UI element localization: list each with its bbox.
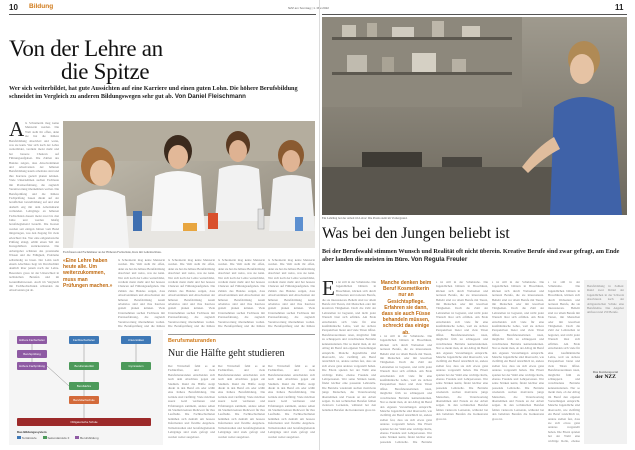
- header-rule-left: [9, 14, 316, 15]
- legend-title: Das Bildungssystem: [17, 430, 47, 434]
- article-lead: [9, 85, 314, 101]
- article2-body-col-3: [268, 364, 315, 444]
- page-number-left: 10: [9, 3, 18, 12]
- article2-body-col-2: [218, 364, 265, 444]
- article3-drop-cap: E: [322, 280, 335, 300]
- legend-item-tertiary-label: Tertiärstufe: [21, 436, 37, 440]
- headline-line-2: die Spitze: [61, 59, 150, 84]
- box-apprenticeship: Berufslehre: [69, 382, 99, 390]
- diagram-connectors: [9, 330, 163, 445]
- box-higher-prof-exam: Höhere Fachprüfung: [17, 362, 47, 370]
- drop-cap: A: [9, 121, 25, 141]
- article2-body-text-3: Der Wirtschaft fehlt es an Fachkräften, und viele Berufsmaturanden entscheiden sich nach dem Abschluss gegen ein Studium. Rund die Hälfte steigt direkt in den Beruf ein oder wählt eine höhere Berufsbildung. Die Gründe sind vielfältig: Viele möchten zuerst Geld verdienen und Erfahrungen sammeln, andere sehen im Studium keinen Mehrwert für ihre Laufbahn. Die Fachhochschulen bemühen sich deshalb um bessere Information und flexible Angebote. Teilzeitstudien und berufsbegleitende Lehrgänge sind stark gefragt und werden weiter ausgebaut.: [268, 364, 315, 439]
- article-headline: [9, 37, 309, 83]
- body-text-2: ls Schreinerin mag keine Meisterin werden. Die Welt steht ihr offen, denn sie hat die höhere Berufsbildung absolviert und weiss, was sie kann. Wer sich nach der Lehre weiterbildet, verdient meist mehr und hat bessere Chancen auf Führungsaufgaben. Die Zahlen des Bundes zeigen, dass Absolventinnen und Absolventen der höheren Berufsbildung kaum arbeitslos sind und ihre Karriere gezielt planen können. Viele Unternehmen suchen Fachleute mit Praxiserfahrung, die zugleich Verantwortung übernehmen wollen. Die Berufsprüfung und die höhere: [118, 258, 165, 328]
- article2-body-text-2: Der Wirtschaft fehlt es an Fachkräften, und viele Berufsmaturanden entscheiden sich nach dem Abschluss gegen ein Studium. Rund die Hälfte steigt direkt in den Beruf ein oder wählt eine höhere Berufsbildung. Die Gründe sind vielfältig: Viele möchten zuerst Geld verdienen und Erfahrungen sammeln, andere sehen im Studium keinen Mehrwert für ihre Laufbahn. Die Fachhochschulen bemühen sich deshalb um bessere Information und flexible Angebote. Teilzeitstudien und berufsbegleitende Lehrgänge sind stark gefragt und werden weiter ausgebaut.: [218, 364, 265, 439]
- article2-body-text: Der Wirtschaft fehlt es an Fachkräften, und viele Berufsmaturanden entscheiden sich nach dem Abschluss gegen ein Studium. Rund die Hälfte steigt direkt in den Beruf ein oder wählt eine höhere Berufsbildung. Die Gründe sind vielfältig: Viele möchten zuerst Geld verdienen und Erfahrungen sammeln, andere sehen im Studium keinen Mehrwert für ihre Laufbahn. Die Fachhochschulen bemühen sich deshalb um bessere Information und flexible Angebote. Teilzeitstudien und berufsbegleitende Lehrgänge sind stark gefragt und werden weiter ausgebaut.: [168, 364, 215, 439]
- legend-item-secondary-label: Sekundarstufe II: [47, 436, 70, 440]
- article3-author: Von Regula Freuler: [410, 256, 468, 263]
- article3-body-text-5: s ist still in der Schulstube. Die Jugendlichen blättern in Broschüren, klicken sich durch Webseiten und notieren Berufe, die sie interessieren. Beliebt sind vor allem Berufe mit Tieren, mit Menschen oder mit kreativen Tätigkeiten. Doch die Zahl der Lehrstellen ist begrenzt, und nicht jeder Wunsch lässt sich erfüllen. Am Ende entscheiden sich viele für eine kaufmännische Lehre, weil sie sichere Perspektiven bietet und viele Türen öffnet. Berufsberaterinnen raten, möglichst früh zu schnuppern und verschiedene Betriebe kennenzulernen. Nur so merkt man, ob der Alltag im Beruf den eigenen Vorstellungen entspricht. Manche Jugendliche sind überrascht, wie vielfältig ein Beruf tatsächlich ist, andere stellen fest, dass sie sich etwas ganz anderes vorgestellt haben. Die Eltern spielen bei der Wahl eine wichtige Rolle, ebenso: [548, 280, 580, 443]
- box-gymnasium: Gymnasium: [121, 362, 151, 370]
- article3-pull-quote: Manche denken beim Beruf Kosmetikerin nur an Gesichtspflege. Erfahren sie dann, dass sie auch Füsse behandeln müssen, schreckt das einige ab.: [380, 280, 432, 336]
- article2-section-label: Berufsmaturanden: [168, 338, 216, 344]
- article-body-col-5: [268, 258, 315, 328]
- photo-caption-2: Ein Lehrling bei der Arbeit im Labor: Die Praxis steht im Vordergrund.: [322, 216, 408, 220]
- legend-item-tertiary: [17, 436, 37, 440]
- photo-illustration-2: [322, 17, 627, 215]
- article3-body-col-5: [548, 280, 580, 444]
- box-compulsory-school: Obligatorische Schule: [17, 418, 151, 426]
- sidebar-brand-line-2: der NZZ: [595, 374, 616, 380]
- legend-item-vocational: [75, 436, 98, 440]
- article3-body-col-3: [436, 280, 488, 444]
- body-text-4: ls Schreinerin mag keine Meisterin werden. Die Welt steht ihr offen, denn sie hat die höhere Berufsbildung absolviert und weiss, was sie kann. Wer sich nach der Lehre weiterbildet, verdient meist mehr und hat bessere Chancen auf Führungsaufgaben. Die Zahlen des Bundes zeigen, dass Absolventinnen und Absolventen der höheren Berufsbildung kaum arbeitslos sind und ihre Karriere gezielt planen können. Viele Unternehmen suchen Fachleute mit Praxiserfahrung, die zugleich Verantwortung übernehmen wollen. Die Berufsprüfung und die höhere: [218, 258, 265, 328]
- page-gutter: [319, 0, 320, 450]
- diagram-legend-items: [17, 436, 157, 440]
- article3-pull-quote-box: [380, 280, 432, 336]
- article2-body-col-1: [168, 364, 215, 444]
- box-universities: Universitäten: [121, 336, 151, 344]
- box-vocational-baccalaureate: Berufsmaturität: [69, 362, 99, 370]
- lab-students-photo: [63, 121, 315, 248]
- box-higher-vocational: Höhere Fachschulen: [17, 336, 47, 344]
- article3-body-text: s ist still in der Schulstube. Die Jugendlichen blättern in Broschüren, klicken sich durch Webseiten und notieren Berufe, die sie interessieren. Beliebt sind vor allem Berufe mit Tieren, mit Menschen oder mit kreativen Tätigkeiten. Doch die Zahl der Lehrstellen ist begrenzt, und nicht jeder Wunsch lässt sich erfüllen. Am Ende entscheiden sich viele für eine kaufmännische Lehre, weil sie sichere Perspektiven bietet und viele Türen öffnet. Berufsberaterinnen raten, möglichst früh zu schnuppern und verschiedene Betriebe kennenzulernen. Nur so merkt man, ob der Alltag im Beruf den eigenen Vorstellungen entspricht. Manche Jugendliche sind überrascht, wie vielfältig ein Beruf tatsächlich ist, andere stellen fest, dass sie sich etwas ganz anderes vorgestellt haben. Die Eltern spielen bei der Wahl eine wichtige Rolle, ebenso Freunde und Lehrpersonen. Wer seine Stärken kennt, findet leichter eine passende Lehrstelle. Die Betriebe wiederum suchen motivierte junge Menschen, die Verantwortung übernehmen und Freude an der Arbeit zeigen. In den technischen Berufen fehlen vielerorts Lernende, während bei den beliebten Berufen die Konkurrenz gross ist.: [322, 280, 376, 412]
- box-universities-applied: Fachhochschulen: [69, 336, 99, 344]
- article3-body-text-4: s ist still in der Schulstube. Die Jugendlichen blättern in Broschüren, klicken sich durch Webseiten und notieren Berufe, die sie interessieren. Beliebt sind vor allem Berufe mit Tieren, mit Menschen oder mit kreativen Tätigkeiten. Doch die Zahl der Lehrstellen ist begrenzt, und nicht jeder Wunsch lässt sich erfüllen. Am Ende entscheiden sich viele für eine kaufmännische Lehre, weil sie sichere Perspektiven bietet und viele Türen öffnet. Berufsberaterinnen raten, möglichst früh zu schnuppern und verschiedene Betriebe kennenzulernen. Nur so merkt man, ob der Alltag im Beruf den eigenen Vorstellungen entspricht. Manche Jugendliche sind überrascht, wie vielfältig ein Beruf tatsächlich ist, andere stellen fest, dass sie sich etwas ganz anderes vorgestellt haben. Die Eltern spielen bei der Wahl eine wichtige Rolle, ebenso Freunde und Lehrpersonen. Wer seine Stärken kennt, findet leichter eine passende Lehrstelle. Die Betriebe wiederum suchen motivierte junge Menschen, die Verantwortung übernehmen und Freude an der Arbeit zeigen. In den technischen Berufen fehlen vielerorts Lernende, während bei den beliebten Berufen die Konkurrenz gross ist.: [492, 280, 544, 421]
- article-body-col-4: [218, 258, 265, 328]
- issue-date: NZZ am Sonntag | 1. Mai 2022: [288, 6, 329, 10]
- photo-caption: Fachfrauen und Fachmänner an der Höheren Fachschule, Kurs mit Lehrabschluss.: [63, 250, 162, 254]
- article3-lead: [322, 248, 627, 264]
- legend-item-secondary: [43, 436, 70, 440]
- article3-body-text-3: s ist still in der Schulstube. Die Jugendlichen blättern in Broschüren, klicken sich durch Webseiten und notieren Berufe, die sie interessieren. Beliebt sind vor allem Berufe mit Tieren, mit Menschen oder mit kreativen Tätigkeiten. Doch die Zahl der Lehrstellen ist begrenzt, und nicht jeder Wunsch lässt sich erfüllen. Am Ende entscheiden sich viele für eine kaufmännische Lehre, weil sie sichere Perspektiven bietet und viele Türen öffnet. Berufsberaterinnen raten, möglichst früh zu schnuppern und verschiedene Betriebe kennenzulernen. Nur so merkt man, ob der Alltag im Beruf den eigenen Vorstellungen entspricht. Manche Jugendliche sind überrascht, wie vielfältig ein Beruf tatsächlich ist, andere stellen fest, dass sie sich etwas ganz anderes vorgestellt haben. Die Eltern spielen bei der Wahl eine wichtige Rolle, ebenso Freunde und Lehrpersonen. Wer seine Stärken kennt, findet leichter eine passende Lehrstelle. Die Betriebe wiederum suchen motivierte junge Menschen, die Verantwortung übernehmen und Freude an der Arbeit zeigen. In den technischen Berufen fehlen vielerorts Lernende, während bei den beliebten Berufen die Konkurrenz gross ist.: [436, 280, 488, 421]
- body-text: ls Schreinerin mag keine Meisterin werden. Die Welt steht ihr offen, denn sie hat die höhere Berufsbildung absolviert und weiss, was sie kann. Wer sich nach der Lehre weiterbildet, verdient meist mehr und hat bessere Chancen auf Führungsaufgaben. Die Zahlen des Bundes zeigen, dass Absolventinnen und Absolventen der höheren Berufsbildung kaum arbeitslos sind und ihre Karriere gezielt planen können. Viele Unternehmen suchen Fachleute mit Praxiserfahrung, die zugleich Verantwortung übernehmen wollen. Die Berufsprüfung und die höhere Fachprüfung bauen direkt auf der beruflichen Grundbildung auf und sind deshalb eng mit dem Arbeitsmarkt verbunden. Lehrgänge an höheren Fachschulen dauern meist zwei bis drei Jahre und werden häufig berufsbegleitend besucht. Die Kosten werden seit einigen Jahren vom Bund mitgetragen, was den Zugang für viele erleichtert hat. Wer eine eidgenössische Prüfung ablegt, erhält einen Teil der Kursgebühren zurückerstattet. Die Arbeitgeber schätzen das praxisnahe Wissen und die Fähigkeit, Probleme selbständig zu lösen. Der Lohn nach einem Abschluss liegt im Durchschnitt deutlich über jenem nach der Lehre. Besonders gross ist der Unterschied in technischen Berufen und im Gesundheitswesen. Auch im Vergleich mit Fachhochschulen schneiden die Absolventen gut ab.: [9, 121, 59, 293]
- diagram-legend: [17, 430, 157, 434]
- sidebar-brand-line-1: Das Karriereportal: [592, 370, 619, 374]
- legend-item-vocational-label: Berufsbildung: [80, 436, 99, 440]
- article-body-col-2: [118, 258, 165, 328]
- box-vocational-school: Berufsfachschule: [69, 396, 99, 404]
- body-text-5: ls Schreinerin mag keine Meisterin werden. Die Welt steht ihr offen, denn sie hat die höhere Berufsbildung absolviert und weiss, was sie kann. Wer sich nach der Lehre weiterbildet, verdient meist mehr und hat bessere Chancen auf Führungsaufgaben. Die Zahlen des Bundes zeigen, dass Absolventinnen und Absolventen der höheren Berufsbildung kaum arbeitslos sind und ihre Karriere gezielt planen können. Viele Unternehmen suchen Fachleute mit Praxiserfahrung, die zugleich Verantwortung übernehmen wollen. Die Berufsprüfung und die höhere: [268, 258, 315, 328]
- lead-text: Wer sich weiterbildet, hat gute Aussichten auf eine Karriere und einen guten Lohn. Die höhere Berufsbildung schneidet im Vergleich zu anderen Bildungswegen sehr gut ab.: [9, 85, 298, 100]
- article2-headline: Nur die Hälfte geht studieren: [168, 348, 285, 359]
- sidebar-text: Berufsbildung in Zahlen: Rund zwei Drittel der Jugendlichen in der Schweiz absolvieren nach der obligatorischen Schule eine Berufslehre. Das Angebot umfasst rund 250 Berufe.: [587, 284, 624, 315]
- section-label: Bildung: [29, 3, 54, 10]
- author-byline: Von Daniel Fleischmann: [174, 93, 246, 100]
- sidebar-logo: [587, 370, 624, 380]
- pull-quote: «Eine Lehre haben heute alle. Um weiterzukommen, muss man Prüfungen machen.»: [63, 258, 113, 289]
- article3-lead-text: Bei der Berufswahl stimmen Wunsch und Realität oft nicht überein. Kreative Berufe sind zwar gefragt, am Ende aber landen die meisten im Büro.: [322, 248, 620, 263]
- photo-illustration: [63, 121, 315, 248]
- headline-line-1: Von der Lehre an: [9, 36, 163, 61]
- header-rule-right: [322, 14, 627, 15]
- page-number-right: 11: [615, 3, 624, 12]
- apprentice-lab-photo: [322, 17, 627, 215]
- box-prof-exam: Berufsprüfung: [17, 350, 47, 358]
- body-text-3: ls Schreinerin mag keine Meisterin werden. Die Welt steht ihr offen, denn sie hat die höhere Berufsbildung absolviert und weiss, was sie kann. Wer sich nach der Lehre weiterbildet, verdient meist mehr und hat bessere Chancen auf Führungsaufgaben. Die Zahlen des Bundes zeigen, dass Absolventinnen und Absolventen der höheren Berufsbildung kaum arbeitslos sind und ihre Karriere gezielt planen können. Viele Unternehmen suchen Fachleute mit Praxiserfahrung, die zugleich Verantwortung übernehmen wollen. Die Berufsprüfung und die höhere: [168, 258, 215, 328]
- sidebar-box: [584, 280, 627, 444]
- article-body-col-3: [168, 258, 215, 328]
- article3-body-col-2: [380, 334, 432, 444]
- education-system-diagram: [9, 330, 163, 445]
- article3-body-text-2: s ist still in der Schulstube. Die Jugendlichen blättern in Broschüren, klicken sich durch Webseiten und notieren Berufe, die sie interessieren. Beliebt sind vor allem Berufe mit Tieren, mit Menschen oder mit kreativen Tätigkeiten. Doch die Zahl der Lehrstellen ist begrenzt, und nicht jeder Wunsch lässt sich erfüllen. Am Ende entscheiden sich viele für eine kaufmännische Lehre, weil sie sichere Perspektiven bietet und viele Türen öffnet. Berufsberaterinnen raten, möglichst früh zu schnuppern und verschiedene Betriebe kennenzulernen. Nur so merkt man, ob der Alltag im Beruf den eigenen Vorstellungen entspricht. Manche Jugendliche sind überrascht, wie vielfältig ein Beruf tatsächlich ist, andere stellen fest, dass sie sich etwas ganz anderes vorgestellt haben. Die Eltern spielen bei der Wahl eine wichtige Rolle, ebenso Freunde und Lehrpersonen. Wer seine Stärken kennt, findet leichter eine passende Lehrstelle. Die Betriebe: [380, 334, 432, 444]
- article3-headline: Was bei den Jungen beliebt ist: [322, 225, 510, 242]
- article3-body-col-4: [492, 280, 544, 444]
- article2-rule: [168, 334, 315, 335]
- article3-body-col-1: [322, 280, 376, 444]
